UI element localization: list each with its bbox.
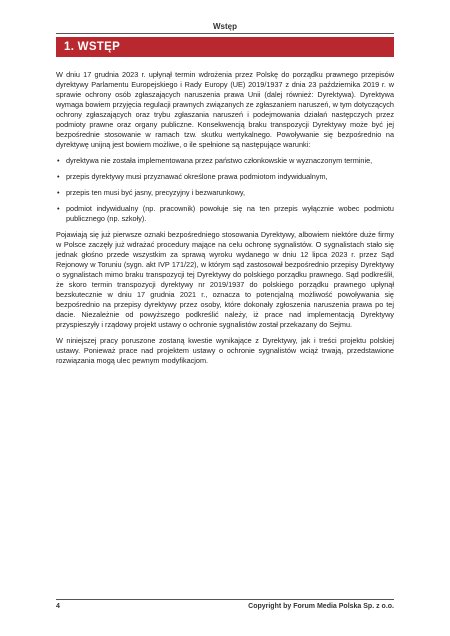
chapter-body: [56, 70, 394, 372]
conditions-list: [56, 156, 394, 224]
footer-divider: [56, 599, 394, 600]
paragraph-scope: W niniejszej pracy poruszone zostaną kwestie wynikające z Dyrektywy, jak i treści projektu polskiej ustawy. Ponieważ prace nad projektem ustawy o ochronie sygnalistów wciąż trwają, przedstawione rozwiązania mogą ulec pewnym modyfikacjom.: [56, 336, 394, 365]
chapter-heading: 1. WSTĘP: [56, 37, 394, 57]
header-divider: [56, 33, 394, 34]
paragraph-court-ruling: Pojawiają się już pierwsze oznaki bezpośredniego stosowania Dyrektywy, albowiem niektóre duże firmy w Polsce zaczęły już wdrażać procedury mające na celu ochronę sygnalistów. O sygnalistach stało się jednak głośno przede wszystkim za sprawą wyroku wydanego w dniu 12 lipca 2023 r. przez Sąd Rejonowy w Toruniu (sygn. akt IVP 171/22), w którym sąd zastosował bezpośrednio przepisy Dyrektywy o sygnalistach mimo braku transpozycji tej Dyrektywy do polskiego porządku prawnego. Sąd podkreślił, że skoro termin transpozycji dyrektywy nr 2019/1937 do polskiego porządku prawnego upłynął bezskutecznie w dniu 17 grudnia 2021 r., oznacza to potencjalną możliwość powoływania się bezpośrednio na przepisy dyrektywy przez osoby, które dokonały zgłoszenia naruszenia prawa po tej dacie. Niezależnie od powyższego podkreślić należy, iż prace nad implementacją Dyrektywy przyspieszyły i rządowy projekt ustawy o ochronie sygnalistów został przekazany do Sejmu.: [56, 230, 394, 329]
paragraph-intro: W dniu 17 grudnia 2023 r. upłynął termin wdrożenia przez Polskę do porządku prawnego przepisów dyrektywy Parlamentu Europejskiego i Rady Europy (UE) 2019/1937 z dnia 23 października 2019 r. w sprawie ochrony osób zgłaszających naruszenia prawa Unii (dalej również: Dyrektywa). Dyrektywa wymaga bowiem przyjęcia regulacji prawnych związanych ze zgłaszaniem naruszeń, w tym dotyczących ochrony zgłaszających oraz trybu zgłaszania naruszeń i podejmowania działań następczych przez podmioty prawne oraz organy publiczne. Konsekwencją braku transpozycji Dyrektywy może być jej bezpośrednie stosowanie w ramach tzw. skutku wertykalnego. Powoływanie się bezpośrednio na dyrektywę unijną jest bowiem możliwe, o ile spełnione są następujące warunki:: [56, 70, 394, 149]
running-header-title: Wstęp: [213, 22, 237, 31]
copyright-notice: Copyright by Forum Media Polska Sp. z o.o.: [248, 603, 394, 610]
page-number: 4: [56, 603, 60, 610]
list-item: • przepis dyrektywy musi przyznawać określone prawa podmiotom indywidualnym,: [56, 172, 394, 182]
list-item: • dyrektywa nie została implementowana przez państwo członkowskie w wyznaczonym terminie,: [56, 156, 394, 166]
list-item: • podmiot indywidualny (np. pracownik) powołuje się na ten przepis wyłącznie wobec podmiotu publicznego (np. szkoły).: [56, 204, 394, 224]
list-item: • przepis ten musi być jasny, precyzyjny i bezwarunkowy,: [56, 188, 394, 198]
